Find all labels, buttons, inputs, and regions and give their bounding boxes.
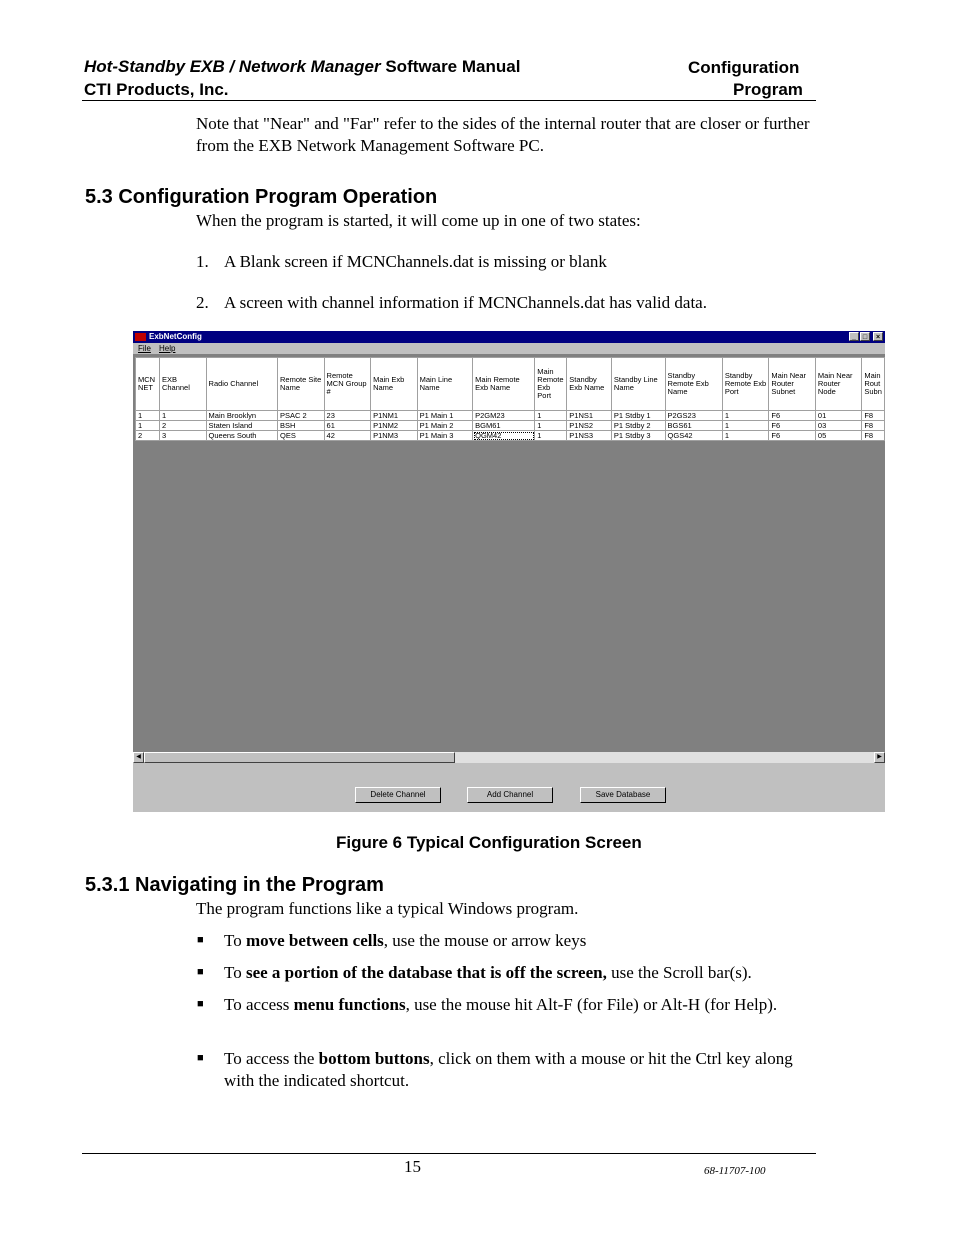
header-title-rest: Software Manual [385, 57, 521, 76]
grid-cell[interactable]: 23 [324, 411, 371, 421]
grid-cell[interactable]: P1 Stdby 3 [611, 431, 665, 441]
column-header[interactable]: Main Exb Name [371, 358, 418, 411]
header-title-italic: Hot-Standby EXB / Network Manager [84, 57, 381, 76]
footer-rule [82, 1153, 816, 1154]
grid-cell[interactable]: 1 [535, 411, 567, 421]
column-header[interactable]: Main Rout Subn [862, 358, 885, 411]
header-section-line2: Program [733, 80, 803, 99]
column-header[interactable]: EXB Channel [159, 358, 206, 411]
grid-cell[interactable]: QGS42 [665, 431, 722, 441]
grid-cell[interactable]: BGM61 [473, 421, 535, 431]
bullet-item [224, 962, 824, 984]
list-item [196, 292, 209, 314]
exbnetconfig-window [133, 331, 885, 812]
grid-cell[interactable]: 03 [815, 421, 861, 431]
grid-cell[interactable]: 01 [815, 411, 861, 421]
grid-cell[interactable]: P1 Stdby 2 [611, 421, 665, 431]
grid-cell[interactable]: 1 [535, 421, 567, 431]
grid-cell[interactable]: BGS61 [665, 421, 722, 431]
grid-cell[interactable]: 2 [136, 431, 160, 441]
column-header[interactable]: Remote Site Name [277, 358, 324, 411]
column-header[interactable]: Main Near Router Node [815, 358, 861, 411]
table-row[interactable] [136, 421, 885, 431]
grid-cell[interactable]: 1 [722, 431, 769, 441]
bullet-item [224, 1048, 814, 1092]
grid-cell[interactable]: BSH [277, 421, 324, 431]
column-header[interactable]: Standby Exb Name [567, 358, 612, 411]
grid-cell[interactable]: F8 [862, 411, 885, 421]
grid-header-row [136, 358, 885, 411]
bullet-post: , use the mouse hit Alt-F (for File) or Alt-H (for Help). [405, 995, 778, 1014]
grid-cell[interactable]: 2 [159, 421, 206, 431]
column-header[interactable]: Main Remote Exb Name [473, 358, 535, 411]
channel-grid [135, 357, 885, 441]
grid-cell[interactable]: PSAC 2 [277, 411, 324, 421]
minimize-icon[interactable]: _ [849, 332, 859, 341]
grid-cell[interactable]: Main Brooklyn [206, 411, 277, 421]
grid-cell[interactable]: P1NM2 [371, 421, 418, 431]
header-title [84, 57, 520, 77]
header-section-line1: Configuration [688, 58, 800, 77]
close-icon[interactable]: × [873, 332, 883, 341]
table-row[interactable] [136, 431, 885, 441]
grid-cell[interactable]: F6 [769, 431, 815, 441]
grid-cell[interactable]: P1NS2 [567, 421, 612, 431]
bullet-bold: menu functions [293, 995, 406, 1014]
bullet-icon: ■ [197, 934, 204, 946]
bullet-bold: move between cells [245, 931, 384, 950]
column-header[interactable]: MCN NET [136, 358, 160, 411]
grid-cell[interactable]: P1NS1 [567, 411, 612, 421]
grid-cell[interactable]: 1 [136, 411, 160, 421]
bullet-pre: To access [224, 995, 294, 1014]
intro-note: Note that "Near" and "Far" refer to the sides of the internal router that are closer or further from the EXB Network Management Software PC. [196, 114, 810, 155]
bullet-post: , use the mouse or arrow keys [383, 931, 587, 950]
menu-file[interactable]: File [138, 344, 151, 353]
grid-cell[interactable]: P1NM1 [371, 411, 418, 421]
list-item-number: 1. [196, 252, 209, 271]
scroll-right-icon[interactable]: ▶ [874, 752, 885, 763]
horizontal-scrollbar[interactable] [133, 752, 885, 763]
column-header[interactable]: Standby Line Name [611, 358, 665, 411]
bullet-post: use the Scroll bar(s). [606, 963, 752, 982]
add-channel-button[interactable]: Add Channel [467, 787, 553, 803]
column-header[interactable]: Standby Remote Exb Name [665, 358, 722, 411]
grid-cell[interactable]: 1 [722, 421, 769, 431]
grid-cell[interactable]: F8 [862, 421, 885, 431]
column-header[interactable]: Main Line Name [417, 358, 473, 411]
header-company: CTI Products, Inc. [84, 80, 229, 99]
page-number: 15 [404, 1157, 421, 1176]
grid-area [133, 354, 885, 752]
bullet-bold: bottom buttons [318, 1049, 430, 1068]
bullet-pre: To access the [224, 1049, 319, 1068]
grid-cell[interactable]: 05 [815, 431, 861, 441]
section-5-3-1-heading: 5.3.1 Navigating in the Program [85, 874, 384, 896]
scrollbar-thumb[interactable] [144, 752, 455, 763]
section-5-3-heading: 5.3 Configuration Program Operation [85, 186, 438, 208]
bullet-icon: ■ [197, 1052, 204, 1064]
grid-cell[interactable]: F6 [769, 411, 815, 421]
list-item [196, 251, 209, 273]
bullet-icon: ■ [197, 998, 204, 1010]
grid-cell[interactable]: P1NS3 [567, 431, 612, 441]
window-titlebar [133, 331, 885, 343]
table-row[interactable] [136, 411, 885, 421]
grid-cell[interactable]: 61 [324, 421, 371, 431]
grid-cell[interactable]: 1 [535, 431, 567, 441]
delete-channel-button[interactable]: Delete Channel [355, 787, 441, 803]
bullet-icon: ■ [197, 966, 204, 978]
column-header[interactable]: Main Near Router Subnet [769, 358, 815, 411]
window-title: ExbNetConfig [149, 332, 202, 341]
grid-cell[interactable]: 1 [136, 421, 160, 431]
grid-cell[interactable]: 1 [159, 411, 206, 421]
grid-cell[interactable]: F6 [769, 421, 815, 431]
bullet-post: , click on them with a mouse or hit the Ctrl key along with the indicated shortcut. [224, 1049, 793, 1090]
bullet-pre: To [224, 963, 246, 982]
grid-cell-focused[interactable]: QGM42 [473, 431, 535, 441]
scroll-left-icon[interactable]: ◀ [133, 752, 144, 763]
grid-cell[interactable]: Staten Island [206, 421, 277, 431]
bullet-item [224, 930, 818, 952]
grid-cell[interactable]: P2GM23 [473, 411, 535, 421]
grid-cell[interactable]: QES [277, 431, 324, 441]
save-database-button[interactable]: Save Database [580, 787, 666, 803]
column-header[interactable]: Standby Remote Exb Port [722, 358, 769, 411]
grid-cell[interactable]: Queens South [206, 431, 277, 441]
doc-number: 68-11707-100 [704, 1165, 766, 1177]
section-5-3-lead: When the program is started, it will come up in one of two states: [196, 211, 641, 230]
column-header[interactable]: Remote MCN Group # [324, 358, 371, 411]
column-header[interactable]: Radio Channel [206, 358, 277, 411]
grid-cell[interactable]: P1NM3 [371, 431, 418, 441]
grid-cell[interactable]: P1 Main 3 [417, 431, 473, 441]
bullet-item [224, 994, 804, 1016]
menubar [133, 343, 885, 354]
list-item-text: A Blank screen if MCNChannels.dat is missing or blank [224, 252, 607, 271]
grid-cell[interactable]: 42 [324, 431, 371, 441]
list-item-text: A screen with channel information if MCNChannels.dat has valid data. [224, 293, 707, 312]
grid-cell[interactable]: P1 Main 2 [417, 421, 473, 431]
menu-help[interactable]: Help [159, 344, 176, 353]
section-5-3-1-lead: The program functions like a typical Windows program. [196, 899, 579, 918]
grid-cell[interactable]: P1 Main 1 [417, 411, 473, 421]
figure-caption: Figure 6 Typical Configuration Screen [336, 833, 642, 852]
maximize-icon[interactable]: □ [860, 332, 870, 341]
grid-cell[interactable]: P1 Stdby 1 [611, 411, 665, 421]
bullet-bold: see a portion of the database that is off the screen, [245, 963, 607, 982]
list-item-number: 2. [196, 293, 209, 312]
grid-cell[interactable]: P2GS23 [665, 411, 722, 421]
grid-cell[interactable]: F8 [862, 431, 885, 441]
bullet-pre: To [224, 931, 246, 950]
column-header[interactable]: Main Remote Exb Port [535, 358, 567, 411]
grid-cell[interactable]: 1 [722, 411, 769, 421]
header-rule [82, 100, 816, 101]
grid-cell[interactable]: 3 [159, 431, 206, 441]
app-logo-icon [135, 333, 146, 341]
